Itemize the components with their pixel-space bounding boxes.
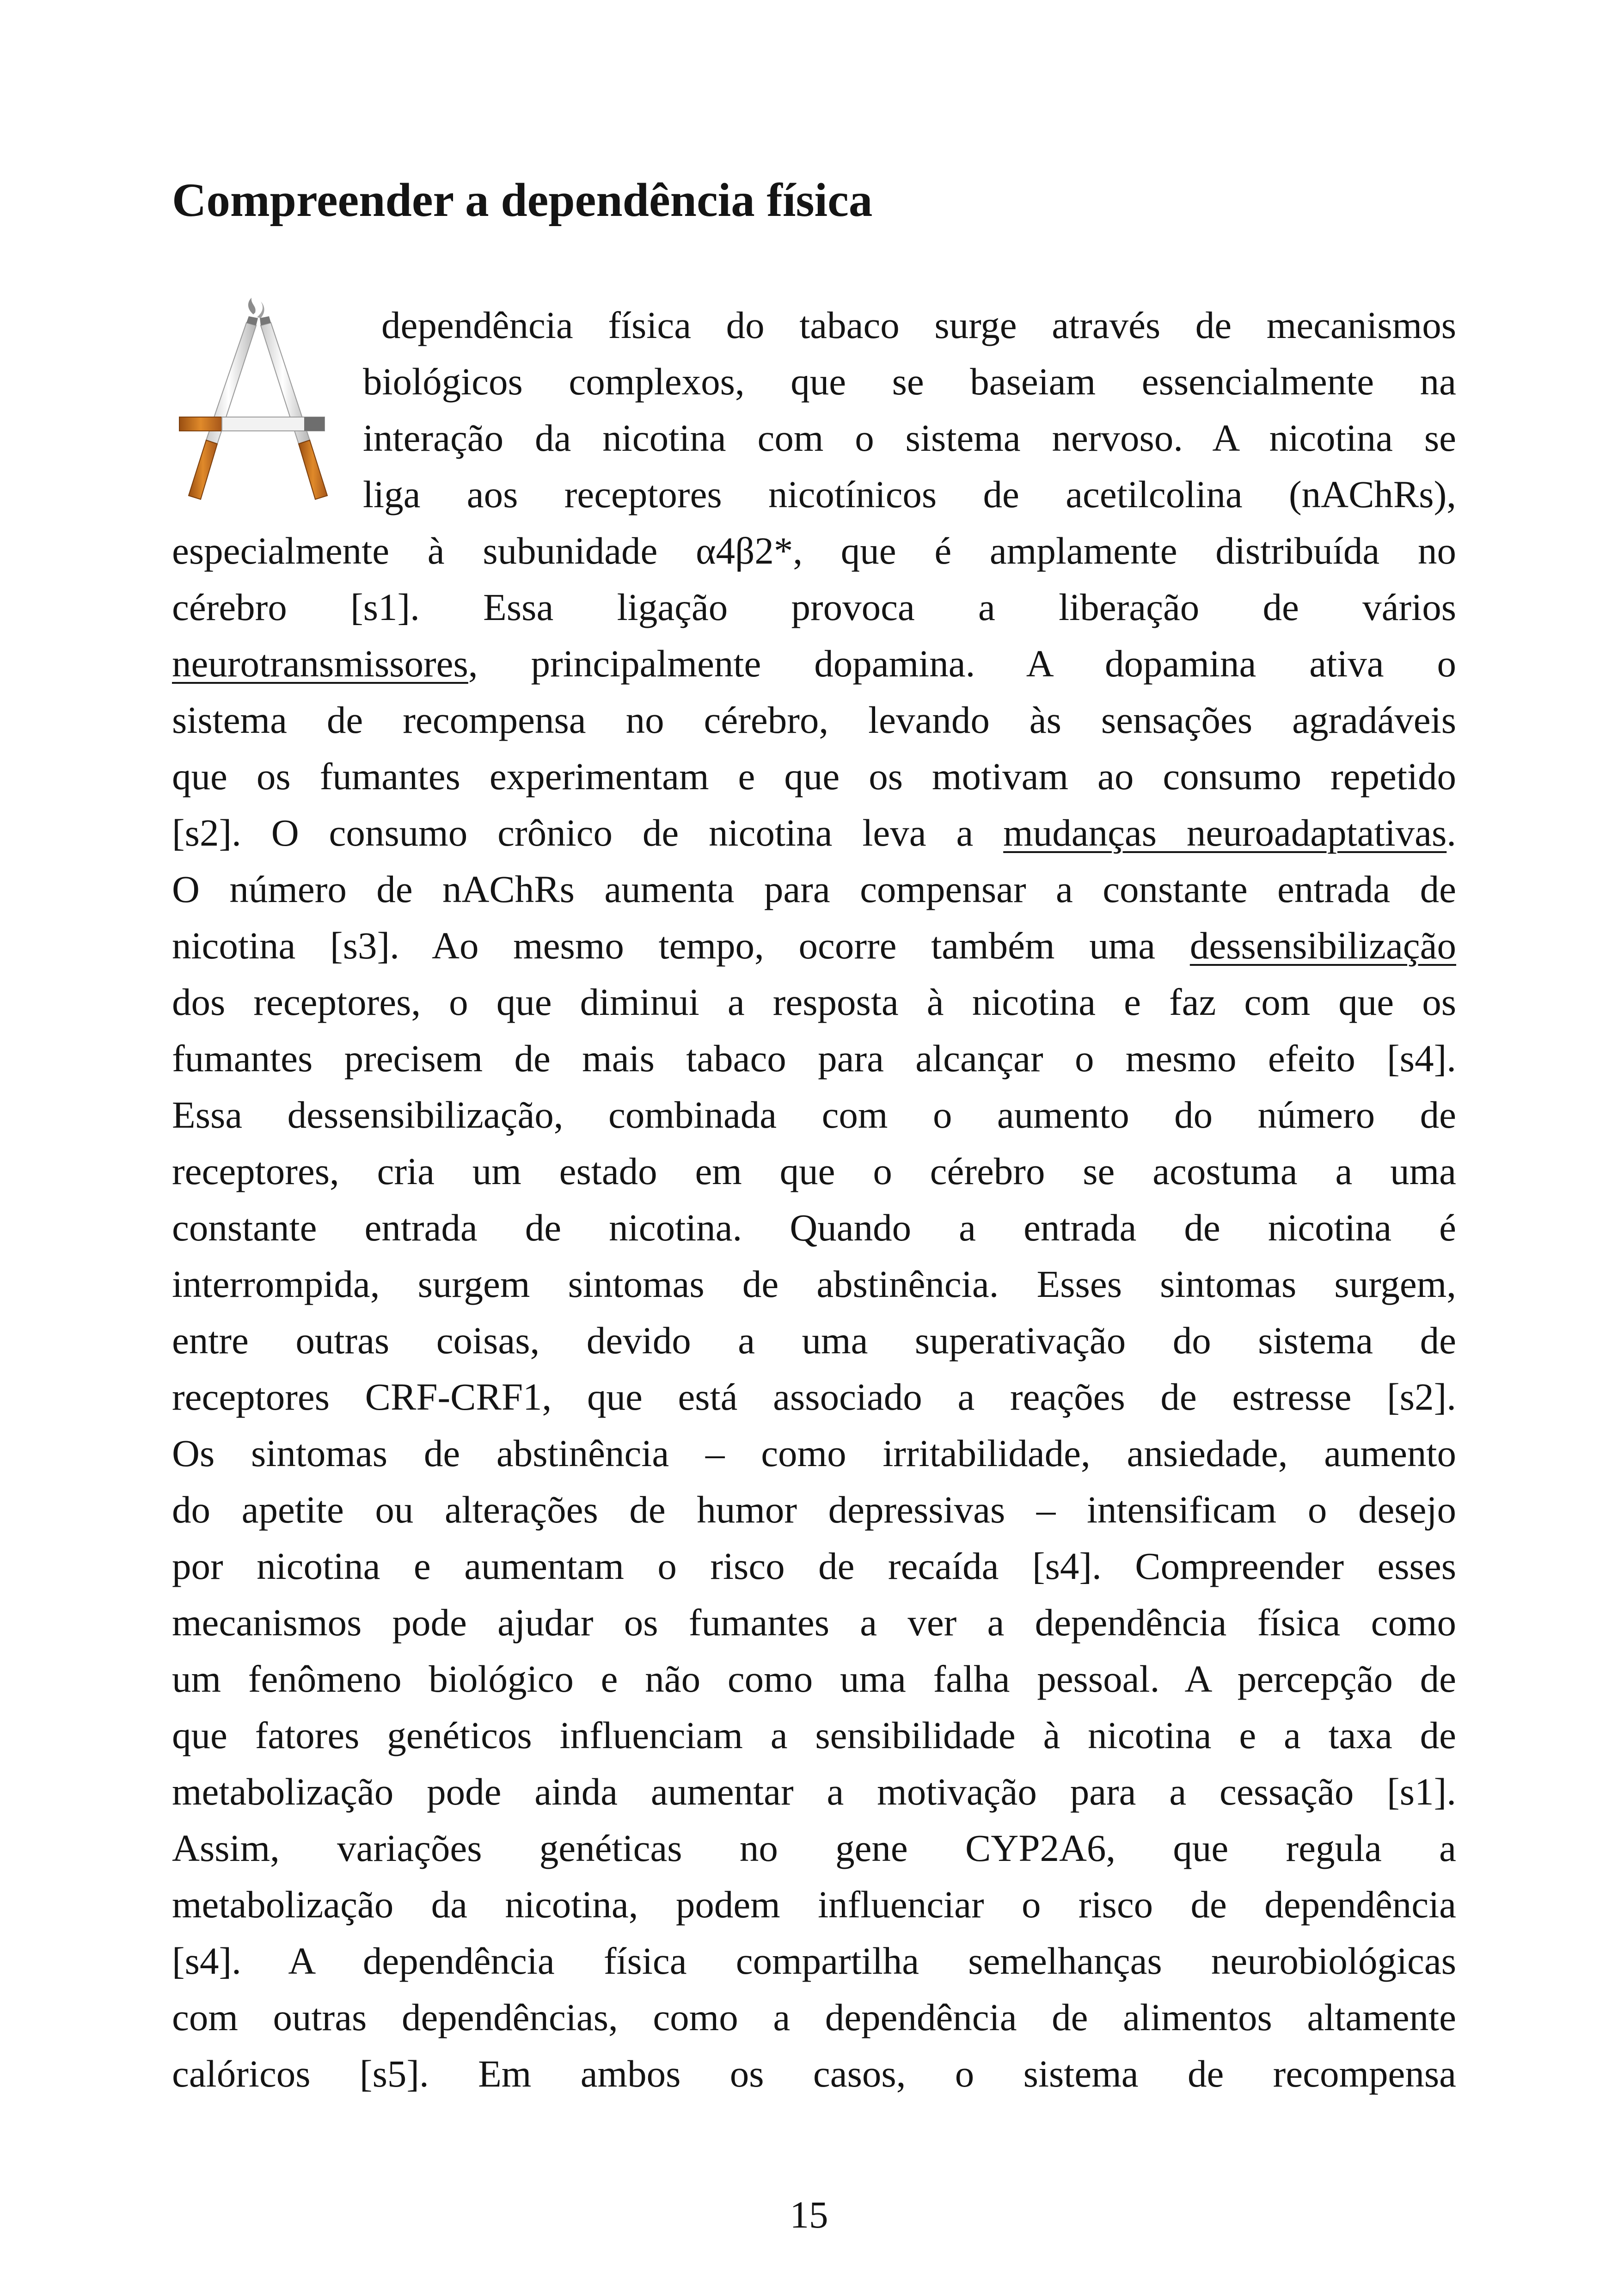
paragraph-line: calóricos [s5]. Em ambos os casos, o sistema de recompensa — [172, 2052, 1456, 2095]
paragraph-line: [s4]. A dependência física compartilha semelhanças neurobiológicas — [172, 1940, 1456, 1982]
paragraph-line: interação da nicotina com o sistema nervoso. A nicotina se — [363, 417, 1456, 459]
paragraph-line: constante entrada de nicotina. Quando a entrada de nicotina é — [172, 1206, 1456, 1249]
paragraph-line: cérebro [s1]. Essa ligação provoca a liberação de vários — [172, 586, 1456, 628]
paragraph-line: receptores CRF-CRF1, que está associado a reações de estresse [s2]. — [172, 1375, 1456, 1418]
paragraph-line: biológicos complexos, que se baseiam essencialmente na — [363, 360, 1456, 403]
page-number: 15 — [790, 2193, 828, 2236]
paragraph-line: do apetite ou alterações de humor depressivas – intensificam o desejo — [172, 1488, 1456, 1531]
paragraph-line: liga aos receptores nicotínicos de acetilcolina (nAChRs), — [363, 473, 1456, 516]
term-dessensibilizacao-link[interactable]: dessensibilização — [1189, 924, 1456, 967]
paragraph-line: metabolização da nicotina, podem influenciar o risco de dependência — [172, 1883, 1456, 1926]
paragraph-line: um fenômeno biológico e não como uma falha pessoal. A percepção de — [172, 1658, 1456, 1700]
cigarette-drop-cap-icon — [165, 296, 341, 513]
paragraph-line: especialmente à subunidade α4β2*, que é amplamente distribuída no — [172, 529, 1456, 572]
paragraph-line: com outras dependências, como a dependência de alimentos altamente — [172, 1996, 1456, 2038]
paragraph-line: neurotransmissores, principalmente dopamina. A dopamina ativa o — [172, 642, 1456, 685]
paragraph-line: que fatores genéticos influenciam a sensibilidade à nicotina e a taxa de — [172, 1714, 1456, 1756]
paragraph-line: sistema de recompensa no cérebro, levando às sensações agradáveis — [172, 699, 1456, 741]
paragraph-line: entre outras coisas, devido a uma superativação do sistema de — [172, 1319, 1456, 1362]
paragraph-line: nicotina [s3]. Ao mesmo tempo, ocorre também uma dessensibilização — [172, 924, 1456, 967]
paragraph-line: [s2]. O consumo crônico de nicotina leva a mudanças neuroadaptativas. — [172, 811, 1456, 854]
paragraph-line: mecanismos pode ajudar os fumantes a ver a dependência física como — [172, 1601, 1456, 1644]
paragraph-line: Essa dessensibilização, combinada com o aumento do número de — [172, 1093, 1456, 1136]
term-neurotransmissores-link[interactable]: neurotransmissores — [172, 642, 468, 685]
term-mudancas-neuroadaptativas-link[interactable]: mudanças neuroadaptativas — [1003, 811, 1447, 854]
paragraph-line: O número de nAChRs aumenta para compensar a constante entrada de — [172, 868, 1456, 910]
paragraph-line: por nicotina e aumentam o risco de recaída [s4]. Compreender esses — [172, 1545, 1456, 1587]
paragraph-line: dependência física do tabaco surge através de mecanismos — [381, 304, 1456, 346]
paragraph-line: Os sintomas de abstinência – como irritabilidade, ansiedade, aumento — [172, 1432, 1456, 1474]
paragraph-line: Assim, variações genéticas no gene CYP2A6, que regula a — [172, 1827, 1456, 1869]
paragraph-line: dos receptores, o que diminui a resposta à nicotina e faz com que os — [172, 981, 1456, 1023]
paragraph-line: metabolização pode ainda aumentar a motivação para a cessação [s1]. — [172, 1770, 1456, 1813]
paragraph-line: que os fumantes experimentam e que os motivam ao consumo repetido — [172, 755, 1456, 798]
paragraph-line: fumantes precisem de mais tabaco para alcançar o mesmo efeito [s4]. — [172, 1037, 1456, 1080]
page-title: Compreender a dependência física — [172, 174, 873, 227]
paragraph-line: interrompida, surgem sintomas de abstinência. Esses sintomas surgem, — [172, 1263, 1456, 1305]
paragraph-line: receptores, cria um estado em que o cérebro se acostuma a uma — [172, 1150, 1456, 1192]
